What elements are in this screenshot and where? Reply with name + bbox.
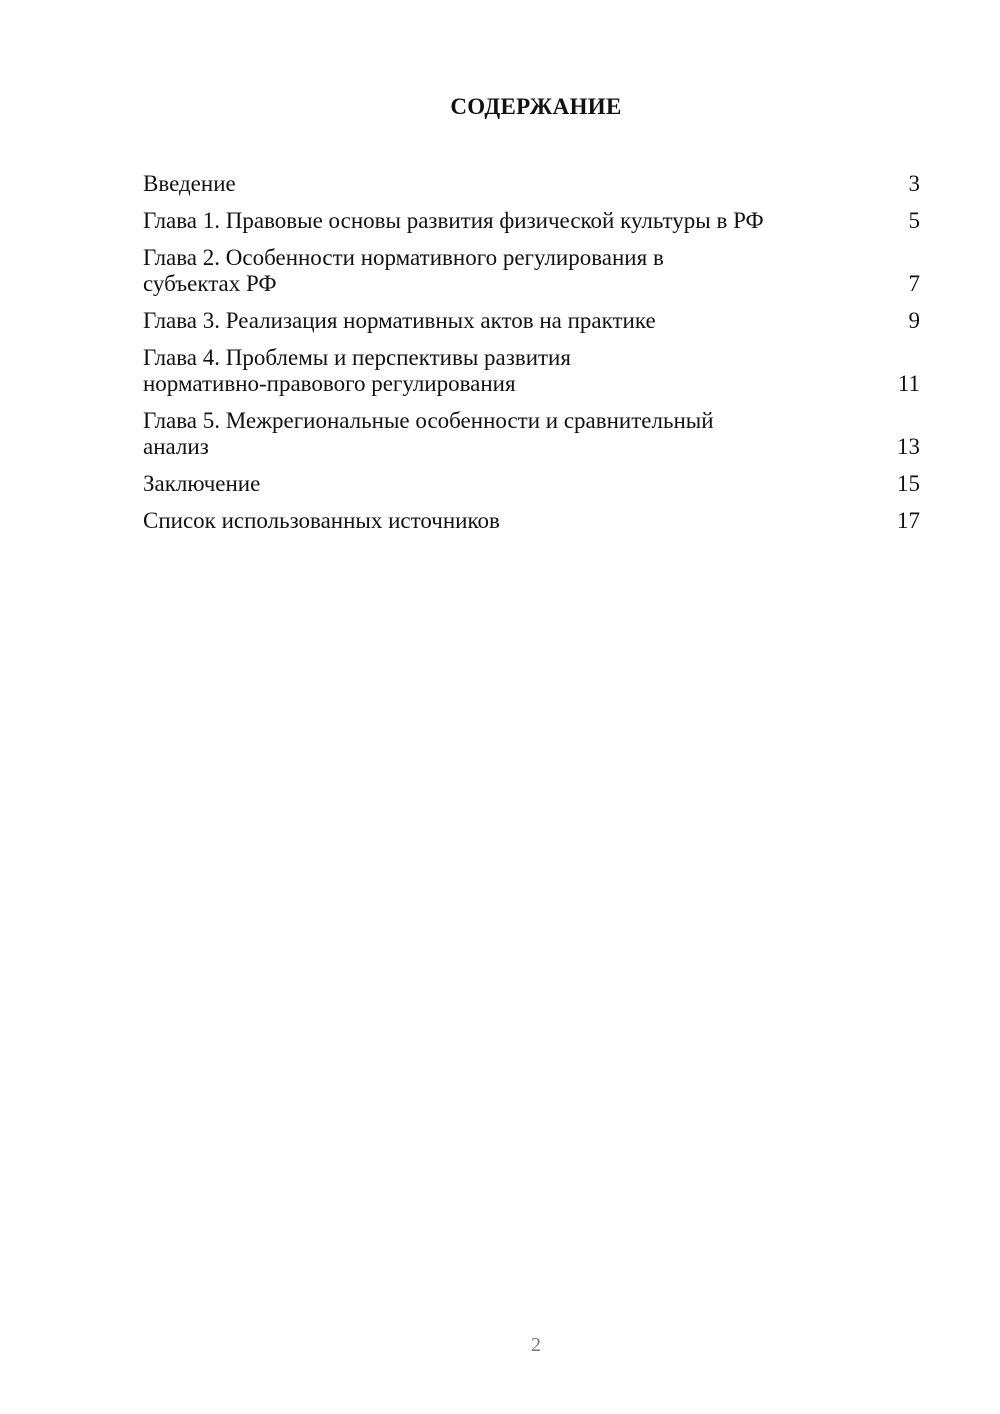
table-of-contents [143,171,920,545]
toc-entry-conclusion[interactable] [143,471,920,497]
toc-entry-references[interactable] [143,508,920,534]
toc-title: СОДЕРЖАНИЕ [450,94,622,119]
toc-entry-label: Глава 1. Правовые основы развития физической культуры в РФ [143,208,764,233]
toc-entry-chapter-1[interactable] [143,208,920,234]
toc-entry-page: 7 [908,271,920,296]
toc-entry-label: Введение [143,171,236,196]
toc-entry-label: Глава 2. Особенности нормативного регулирования в субъектах РФ [143,245,664,296]
toc-entry-chapter-2[interactable] [143,245,920,297]
toc-entry-introduction[interactable] [143,171,920,197]
toc-entry-label: Заключение [143,471,261,496]
toc-entry-chapter-5[interactable] [143,408,920,460]
toc-entry-label: Глава 5. Межрегиональные особенности и сравнительный анализ [143,408,714,459]
toc-entry-page: 5 [908,208,920,233]
toc-entry-label: Глава 3. Реализация нормативных актов на практике [143,308,656,333]
toc-entry-chapter-4[interactable] [143,345,920,397]
toc-entry-page: 3 [908,171,920,196]
toc-entry-page: 13 [897,434,920,459]
toc-entry-label: Глава 4. Проблемы и перспективы развития нормативно-правового регулирования [143,345,571,396]
toc-entry-page: 17 [897,508,920,533]
toc-entry-page: 9 [908,308,920,333]
toc-entry-chapter-3[interactable] [143,308,920,334]
toc-entry-page: 11 [897,371,920,396]
page-number: 2 [531,1334,541,1356]
toc-entry-label: Список использованных источников [143,508,500,533]
toc-entry-page: 15 [897,471,920,496]
